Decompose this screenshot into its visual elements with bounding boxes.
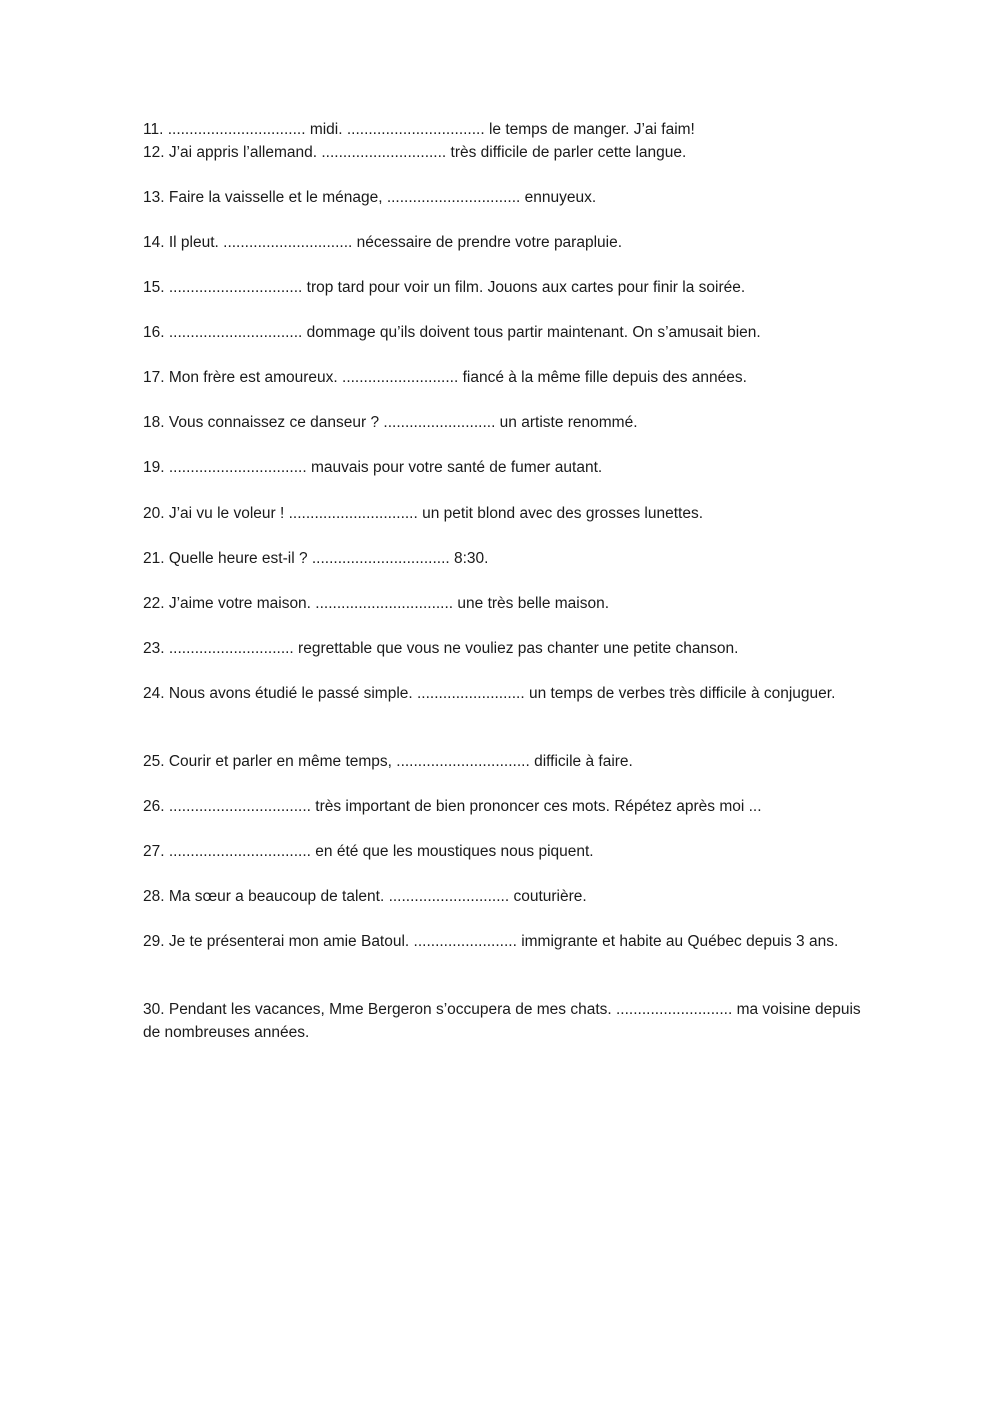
- exercise-item-19: 19. ................................ mauvais pour votre santé de fumer autant.: [143, 459, 603, 476]
- exercise-item-12: 12. J’ai appris l’allemand. ............................. très difficile de parler cette langue.: [143, 144, 687, 161]
- exercise-item-18: 18. Vous connaissez ce danseur ? .......................... un artiste renommé.: [143, 414, 638, 431]
- exercise-item-17: 17. Mon frère est amoureux. ........................... fiancé à la même fille depuis des années.: [143, 369, 747, 386]
- exercise-item-25: 25. Courir et parler en même temps, ............................... difficile à faire.: [143, 753, 633, 770]
- exercise-item-27: 27. ................................. en été que les moustiques nous piquent.: [143, 843, 594, 860]
- exercise-item-28: 28. Ma sœur a beaucoup de talent. ............................ couturière.: [143, 888, 587, 905]
- exercise-item-16: 16. ............................... dommage qu’ils doivent tous partir maintenant. On s’amusait bien.: [143, 324, 761, 341]
- exercise-item-15: 15. ............................... trop tard pour voir un film. Jouons aux cartes pour finir la soirée.: [143, 279, 746, 296]
- exercise-item-22: 22. J’aime votre maison. ................................ une très belle maison.: [143, 595, 610, 612]
- exercise-item-11: 11. ................................ midi. ................................ le temps de manger. J’ai faim!: [143, 121, 695, 138]
- exercise-item-23: 23. ............................. regrettable que vous ne vouliez pas chanter une petite chanson.: [143, 640, 739, 657]
- exercise-item-13: 13. Faire la vaisselle et le ménage, ............................... ennuyeux.: [143, 189, 597, 206]
- exercise-item-21: 21. Quelle heure est-il ? ................................ 8:30.: [143, 550, 489, 567]
- exercise-item-14: 14. Il pleut. .............................. nécessaire de prendre votre parapluie.: [143, 234, 623, 251]
- exercise-item-26: 26. ................................. très important de bien prononcer ces mots. Répétez après moi ...: [143, 798, 762, 815]
- exercise-item-30: 30. Pendant les vacances, Mme Bergeron s’occupera de mes chats. ........................... ma voisine depuis de nombreuses années.: [143, 1001, 861, 1041]
- exercise-item-24: 24. Nous avons étudié le passé simple. ......................... un temps de verbes très difficile à conjuguer.: [143, 685, 836, 702]
- exercise-item-20: 20. J’ai vu le voleur ! .............................. un petit blond avec des grosses lunettes.: [143, 505, 703, 522]
- exercise-item-29: 29. Je te présenterai mon amie Batoul. ........................ immigrante et habite au Québec depuis 3 ans.: [143, 933, 839, 950]
